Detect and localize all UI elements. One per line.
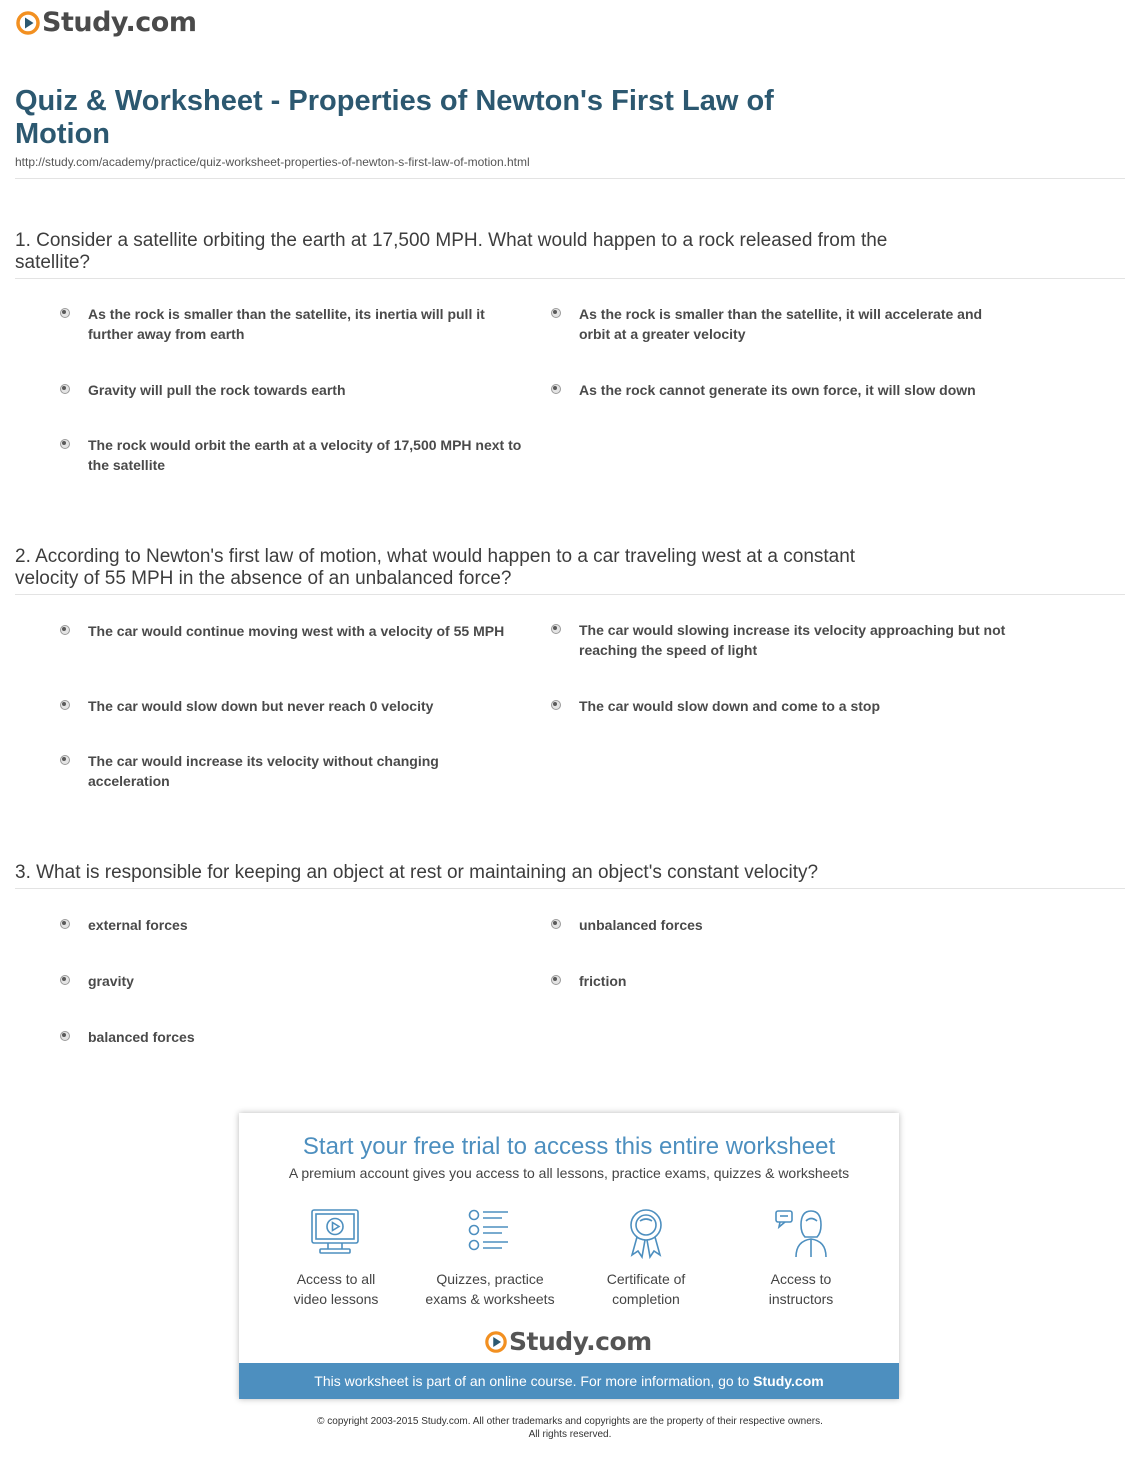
answer-option[interactable]	[551, 380, 1011, 400]
feature-instructors	[726, 1207, 876, 1309]
radio-button[interactable]	[551, 700, 561, 710]
certificate-icon	[616, 1207, 676, 1259]
question-3: 3. What is responsible for keeping an object at rest or maintaining an object's constant velocity?	[15, 862, 819, 883]
option-label: balanced forces	[88, 1029, 195, 1045]
option-label: As the rock is smaller than the satellite, it will accelerate and orbit at a greater velocity	[579, 306, 983, 342]
option-label: Gravity will pull the rock towards earth	[88, 382, 346, 398]
promo-title[interactable]: Start your free trial to access this entire worksheet	[302, 1133, 836, 1160]
option-label: friction	[579, 973, 627, 989]
page-url[interactable]: http://study.com/academy/practice/quiz-worksheet-properties-of-newton-s-first-law-of-motion.html	[15, 155, 530, 169]
answer-option[interactable]	[60, 380, 510, 400]
rights-line: All rights reserved.	[528, 1429, 612, 1440]
feature-video-lessons	[261, 1207, 411, 1309]
radio-button[interactable]	[551, 308, 561, 318]
radio-button[interactable]	[60, 1031, 70, 1041]
answer-option[interactable]	[551, 915, 1011, 935]
option-label: external forces	[88, 917, 188, 933]
feature-label: Quizzes, practice exams & worksheets	[425, 1271, 555, 1307]
answer-option[interactable]	[551, 304, 1011, 344]
answer-option[interactable]	[551, 971, 1011, 991]
divider	[15, 278, 1125, 279]
logo-wordmark: Study.com	[509, 1327, 652, 1356]
promo-bar-link[interactable]: Study.com	[753, 1373, 824, 1389]
free-trial-promo	[239, 1113, 899, 1399]
radio-button[interactable]	[60, 919, 70, 929]
feature-quizzes	[415, 1207, 565, 1309]
feature-certificate	[571, 1207, 721, 1309]
promo-subtitle: A premium account gives you access to all lessons, practice exams, quizzes & worksheets	[288, 1165, 850, 1181]
feature-label: Access to instructors	[768, 1271, 834, 1307]
radio-button[interactable]	[551, 919, 561, 929]
study-logo[interactable]	[16, 9, 196, 37]
radio-button[interactable]	[60, 625, 70, 635]
answer-option[interactable]	[60, 971, 510, 991]
option-label: The car would increase its velocity without changing acceleration	[88, 753, 439, 789]
answer-option[interactable]	[60, 435, 530, 475]
copyright-line: © copyright 2003-2015 Study.com. All other trademarks and copyrights are the property of their respective owners.	[317, 1416, 823, 1427]
radio-button[interactable]	[60, 308, 70, 318]
answer-option[interactable]	[60, 1027, 510, 1047]
question-2: 2. According to Newton's first law of motion, what would happen to a car traveling west at a constant velocity of 55 MPH in the absence of an unbalanced force?	[15, 546, 856, 589]
promo-info-bar	[239, 1363, 899, 1399]
radio-button[interactable]	[60, 700, 70, 710]
radio-button[interactable]	[60, 975, 70, 985]
option-label: unbalanced forces	[579, 917, 703, 933]
option-label: The car would slowing increase its velocity approaching but not reaching the speed of light	[579, 622, 1006, 658]
answer-option[interactable]	[551, 620, 1031, 660]
divider	[15, 888, 1125, 889]
option-label: As the rock cannot generate its own force, it will slow down	[579, 382, 976, 398]
feature-label: Certificate of completion	[606, 1271, 686, 1307]
radio-button[interactable]	[551, 975, 561, 985]
divider	[15, 594, 1125, 595]
answer-option[interactable]	[60, 304, 510, 344]
play-circle-logo-icon	[16, 11, 40, 35]
logo-wordmark: Study.com	[42, 7, 197, 38]
option-label: The rock would orbit the earth at a velocity of 17,500 MPH next to the satellite	[88, 437, 522, 473]
option-label: The car would continue moving west with a velocity of 55 MPH	[88, 623, 505, 639]
answer-option[interactable]	[60, 915, 510, 935]
radio-button[interactable]	[551, 624, 561, 634]
answer-option[interactable]	[60, 696, 510, 716]
divider	[15, 178, 1125, 179]
radio-button[interactable]	[60, 439, 70, 449]
option-label: As the rock is smaller than the satellite, its inertia will pull it further away from earth	[88, 306, 485, 342]
promo-bar-text: This worksheet is part of an online course. For more information, go to	[314, 1373, 754, 1389]
question-1: 1. Consider a satellite orbiting the earth at 17,500 MPH. What would happen to a rock released from the satellite?	[15, 230, 888, 273]
radio-button[interactable]	[60, 755, 70, 765]
page-title: Quiz & Worksheet - Properties of Newton's First Law of Motion	[15, 85, 774, 150]
quiz-list-icon	[460, 1207, 520, 1259]
option-label: gravity	[88, 973, 134, 989]
radio-button[interactable]	[551, 384, 561, 394]
option-label: The car would slow down and come to a stop	[579, 698, 881, 714]
play-circle-logo-icon	[485, 1331, 507, 1353]
promo-study-logo[interactable]	[485, 1327, 652, 1356]
answer-option[interactable]	[551, 696, 1011, 716]
video-lesson-icon	[306, 1207, 366, 1259]
instructor-icon	[771, 1207, 831, 1259]
feature-label: Access to all video lessons	[293, 1271, 379, 1307]
radio-button[interactable]	[60, 384, 70, 394]
answer-option[interactable]	[60, 621, 530, 641]
answer-option[interactable]	[60, 751, 480, 791]
option-label: The car would slow down but never reach 0 velocity	[88, 698, 434, 714]
copyright-footer	[0, 1415, 1140, 1441]
